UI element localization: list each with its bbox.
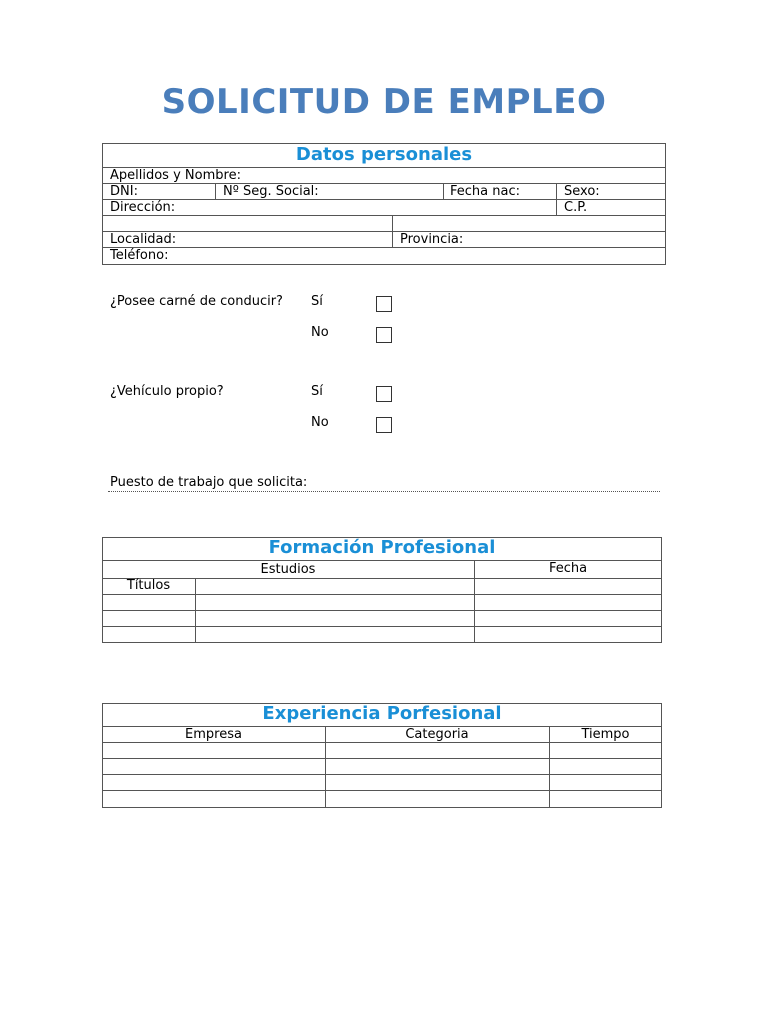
fecha-nac-label: Fecha nac: — [450, 184, 520, 199]
formacion-fecha-cell[interactable] — [476, 579, 660, 593]
apellidos-label: Apellidos y Nombre: — [110, 168, 241, 183]
experiencia-empresa-cell[interactable] — [104, 759, 323, 773]
apellidos-field[interactable] — [260, 168, 660, 183]
experiencia-tiempo-cell[interactable] — [551, 759, 660, 773]
formacion-titulos-cell[interactable] — [104, 595, 193, 609]
experiencia-heading: Experiencia Porfesional — [262, 703, 502, 724]
direccion-extra-right-field[interactable] — [394, 216, 664, 231]
carne-question: ¿Posee carné de conducir? — [110, 294, 283, 309]
formacion-heading: Formación Profesional — [268, 537, 496, 558]
col-titulos: Títulos — [126, 578, 171, 593]
experiencia-tiempo-cell[interactable] — [551, 775, 660, 789]
sexo-label: Sexo: — [564, 184, 600, 199]
seg-social-label: Nº Seg. Social: — [223, 184, 319, 199]
formacion-titulos-cell[interactable] — [104, 627, 193, 641]
vehiculo-yes-label: Sí — [311, 384, 323, 399]
col-tiempo: Tiempo — [581, 727, 630, 742]
direccion-field[interactable] — [183, 200, 553, 215]
puesto-dotted-line — [108, 491, 660, 492]
dni-label: DNI: — [110, 184, 138, 199]
vehiculo-no-label: No — [311, 415, 329, 430]
experiencia-empresa-cell[interactable] — [104, 791, 323, 807]
experiencia-categoria-cell[interactable] — [327, 759, 547, 773]
direccion-label: Dirección: — [110, 200, 176, 215]
experiencia-categoria-cell[interactable] — [327, 743, 547, 757]
vehiculo-yes-checkbox[interactable] — [376, 386, 392, 402]
col-fecha: Fecha — [548, 561, 588, 576]
localidad-field[interactable] — [185, 232, 390, 247]
experiencia-empresa-cell[interactable] — [104, 775, 323, 789]
provincia-field[interactable] — [470, 232, 662, 247]
experiencia-tiempo-cell[interactable] — [551, 743, 660, 757]
personal-data-heading: Datos personales — [295, 144, 473, 165]
formacion-fecha-cell[interactable] — [476, 611, 660, 625]
formacion-fecha-cell[interactable] — [476, 595, 660, 609]
sexo-field[interactable] — [605, 184, 663, 199]
formacion-fecha-cell[interactable] — [476, 627, 660, 641]
experiencia-tiempo-cell[interactable] — [551, 791, 660, 807]
carne-yes-checkbox[interactable] — [376, 296, 392, 312]
cp-field[interactable] — [592, 200, 662, 215]
page-title: SOLICITUD DE EMPLEO — [161, 82, 607, 122]
experiencia-empresa-cell[interactable] — [104, 743, 323, 757]
col-empresa: Empresa — [185, 727, 242, 742]
formacion-estudios-cell[interactable] — [197, 627, 472, 641]
vehiculo-no-checkbox[interactable] — [376, 417, 392, 433]
carne-no-label: No — [311, 325, 329, 340]
formacion-titulos-cell[interactable] — [104, 611, 193, 625]
dni-field[interactable] — [145, 184, 213, 199]
cp-label: C.P. — [564, 200, 588, 215]
seg-social-field[interactable] — [330, 184, 440, 199]
provincia-label: Provincia: — [400, 232, 464, 247]
formacion-estudios-cell[interactable] — [197, 611, 472, 625]
formacion-estudios-cell[interactable] — [197, 595, 472, 609]
formacion-estudios-cell[interactable] — [197, 579, 472, 593]
puesto-label: Puesto de trabajo que solicita: — [110, 475, 308, 490]
localidad-label: Localidad: — [110, 232, 177, 247]
puesto-field[interactable] — [330, 475, 658, 490]
col-categoria: Categoria — [405, 727, 469, 742]
telefono-label: Teléfono: — [110, 248, 169, 263]
fecha-nac-field[interactable] — [528, 184, 554, 199]
telefono-field[interactable] — [175, 248, 663, 263]
vehiculo-question: ¿Vehículo propio? — [110, 384, 224, 399]
experiencia-categoria-cell[interactable] — [327, 791, 547, 807]
col-estudios: Estudios — [260, 562, 316, 577]
carne-no-checkbox[interactable] — [376, 327, 392, 343]
direccion-extra-field[interactable] — [104, 216, 390, 231]
carne-yes-label: Sí — [311, 294, 323, 309]
experiencia-categoria-cell[interactable] — [327, 775, 547, 789]
